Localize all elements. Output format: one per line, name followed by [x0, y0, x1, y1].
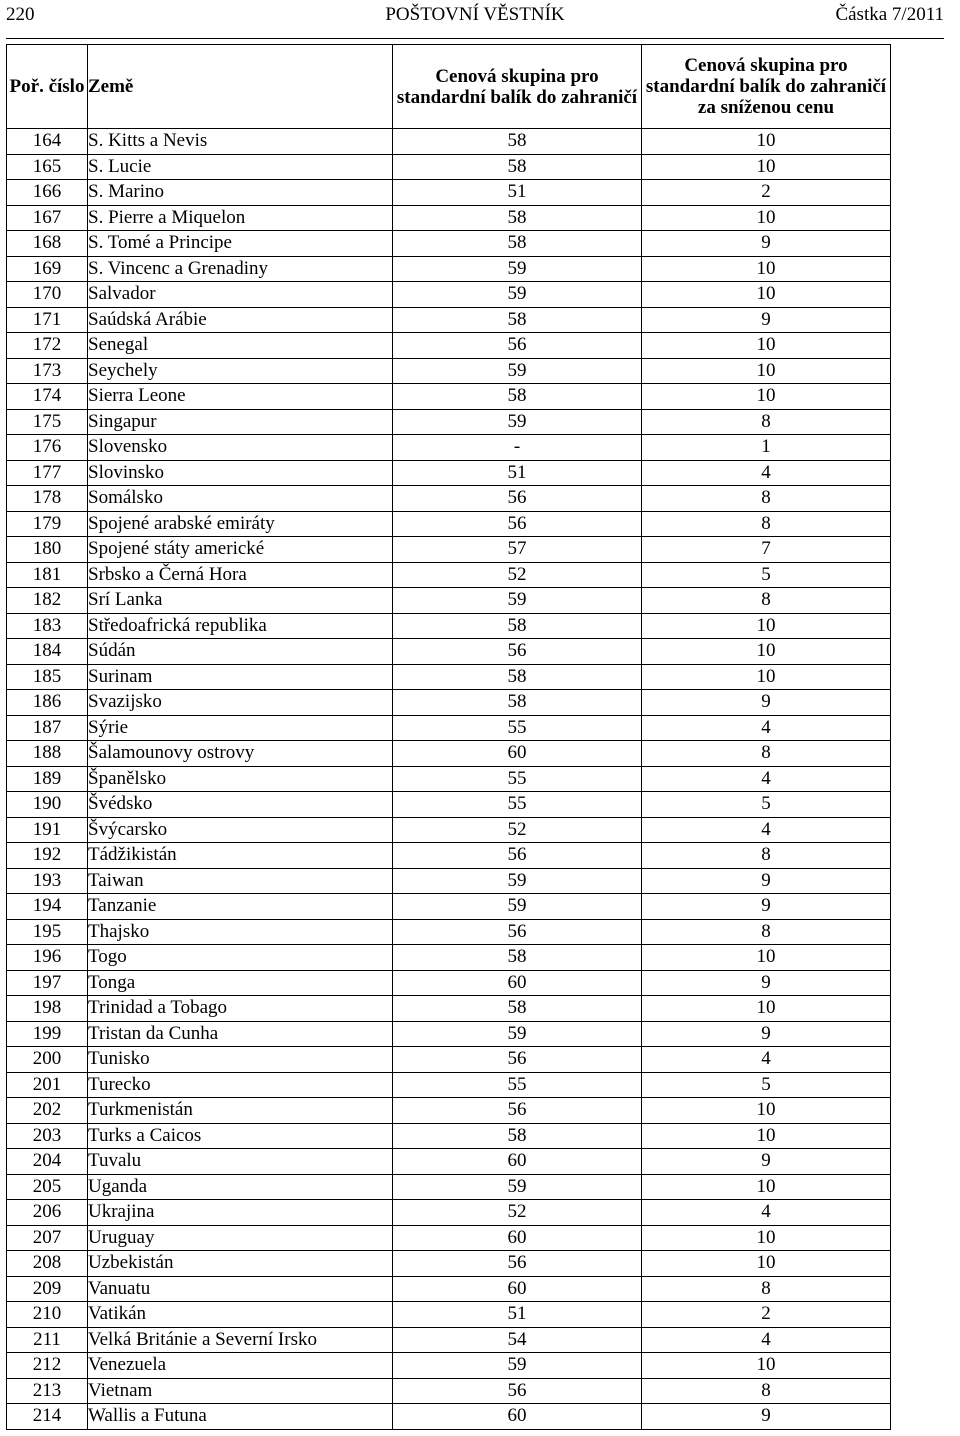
standard-price-group: 55: [393, 1072, 642, 1098]
standard-price-group: 60: [393, 1225, 642, 1251]
standard-price-group: 51: [393, 460, 642, 486]
standard-price-group: 59: [393, 894, 642, 920]
country-name: Spojené státy americké: [88, 537, 393, 563]
reduced-price-group: 10: [642, 1225, 891, 1251]
reduced-price-group: 5: [642, 562, 891, 588]
row-number: 194: [7, 894, 88, 920]
country-name: S. Pierre a Miquelon: [88, 205, 393, 231]
country-name: Švédsko: [88, 792, 393, 818]
country-name: Uruguay: [88, 1225, 393, 1251]
table-row: [7, 409, 891, 435]
country-name: S. Vincenc a Grenadiny: [88, 256, 393, 282]
row-number: 203: [7, 1123, 88, 1149]
row-number: 210: [7, 1302, 88, 1328]
reduced-price-group: 4: [642, 1327, 891, 1353]
row-number: 164: [7, 129, 88, 155]
row-number: 196: [7, 945, 88, 971]
reduced-price-group: 8: [642, 409, 891, 435]
country-name: S. Lucie: [88, 154, 393, 180]
price-group-table: [6, 44, 891, 1430]
standard-price-group: 52: [393, 817, 642, 843]
reduced-price-group: 10: [642, 358, 891, 384]
reduced-price-group: 8: [642, 919, 891, 945]
reduced-price-group: 2: [642, 1302, 891, 1328]
standard-price-group: 60: [393, 970, 642, 996]
country-name: Trinidad a Tobago: [88, 996, 393, 1022]
reduced-price-group: 10: [642, 1098, 891, 1124]
reduced-price-group: 10: [642, 639, 891, 665]
reduced-price-group: 10: [642, 1174, 891, 1200]
row-number: 197: [7, 970, 88, 996]
reduced-price-group: 4: [642, 817, 891, 843]
page-header: [6, 0, 944, 30]
row-number: 184: [7, 639, 88, 665]
reduced-price-group: 8: [642, 511, 891, 537]
standard-price-group: -: [393, 435, 642, 461]
standard-price-group: 56: [393, 1378, 642, 1404]
reduced-price-group: 10: [642, 154, 891, 180]
standard-price-group: 59: [393, 868, 642, 894]
table-row: [7, 307, 891, 333]
column-header-number: Poř. číslo: [7, 45, 88, 129]
table-row: [7, 1174, 891, 1200]
table-row: [7, 817, 891, 843]
reduced-price-group: 9: [642, 690, 891, 716]
row-number: 180: [7, 537, 88, 563]
country-name: Šalamounovy ostrovy: [88, 741, 393, 767]
row-number: 165: [7, 154, 88, 180]
row-number: 178: [7, 486, 88, 512]
row-number: 200: [7, 1047, 88, 1073]
table-row: [7, 1378, 891, 1404]
standard-price-group: 56: [393, 1251, 642, 1277]
reduced-price-group: 4: [642, 1047, 891, 1073]
table-row: [7, 129, 891, 155]
table-row: [7, 1072, 891, 1098]
standard-price-group: 59: [393, 1021, 642, 1047]
country-name: S. Marino: [88, 180, 393, 206]
reduced-price-group: 9: [642, 970, 891, 996]
standard-price-group: 60: [393, 1149, 642, 1175]
country-name: Turkmenistán: [88, 1098, 393, 1124]
standard-price-group: 55: [393, 766, 642, 792]
standard-price-group: 60: [393, 1276, 642, 1302]
table-row: [7, 843, 891, 869]
country-name: Srbsko a Černá Hora: [88, 562, 393, 588]
reduced-price-group: 4: [642, 715, 891, 741]
row-number: 182: [7, 588, 88, 614]
standard-price-group: 58: [393, 945, 642, 971]
reduced-price-group: 5: [642, 1072, 891, 1098]
country-name: Tuvalu: [88, 1149, 393, 1175]
reduced-price-group: 10: [642, 613, 891, 639]
column-header-standard-group: Cenová skupina pro standardní balík do zahraničí: [393, 45, 642, 129]
reduced-price-group: 10: [642, 384, 891, 410]
reduced-price-group: 9: [642, 868, 891, 894]
table-row: [7, 690, 891, 716]
row-number: 187: [7, 715, 88, 741]
table-row: [7, 333, 891, 359]
table-row: [7, 1200, 891, 1226]
table-row: [7, 1404, 891, 1430]
reduced-price-group: 2: [642, 180, 891, 206]
standard-price-group: 58: [393, 690, 642, 716]
column-header-reduced-group: Cenová skupina pro standardní balík do zahraničí za sníženou cenu: [642, 45, 891, 129]
standard-price-group: 59: [393, 1174, 642, 1200]
row-number: 177: [7, 460, 88, 486]
header-divider: [6, 38, 944, 39]
reduced-price-group: 9: [642, 307, 891, 333]
standard-price-group: 59: [393, 282, 642, 308]
standard-price-group: 59: [393, 409, 642, 435]
table-row: [7, 1276, 891, 1302]
country-name: Singapur: [88, 409, 393, 435]
standard-price-group: 60: [393, 1404, 642, 1430]
table-row: [7, 996, 891, 1022]
country-name: Svazijsko: [88, 690, 393, 716]
row-number: 169: [7, 256, 88, 282]
country-name: Senegal: [88, 333, 393, 359]
table-row: [7, 664, 891, 690]
standard-price-group: 58: [393, 664, 642, 690]
table-row: [7, 792, 891, 818]
country-name: Srí Lanka: [88, 588, 393, 614]
standard-price-group: 58: [393, 996, 642, 1022]
standard-price-group: 58: [393, 1123, 642, 1149]
country-name: Venezuela: [88, 1353, 393, 1379]
standard-price-group: 58: [393, 205, 642, 231]
row-number: 179: [7, 511, 88, 537]
table-row: [7, 180, 891, 206]
standard-price-group: 58: [393, 613, 642, 639]
row-number: 170: [7, 282, 88, 308]
reduced-price-group: 8: [642, 843, 891, 869]
row-number: 209: [7, 1276, 88, 1302]
table-row: [7, 562, 891, 588]
row-number: 191: [7, 817, 88, 843]
table-header-row: [7, 45, 891, 129]
country-name: Sýrie: [88, 715, 393, 741]
country-name: Vanuatu: [88, 1276, 393, 1302]
table-row: [7, 384, 891, 410]
reduced-price-group: 10: [642, 1251, 891, 1277]
table-row: [7, 741, 891, 767]
table-row: [7, 1353, 891, 1379]
table-row: [7, 282, 891, 308]
row-number: 173: [7, 358, 88, 384]
standard-price-group: 56: [393, 919, 642, 945]
reduced-price-group: 9: [642, 1404, 891, 1430]
country-name: Súdán: [88, 639, 393, 665]
journal-title: POŠTOVNÍ VĚSTNÍK: [385, 4, 565, 25]
country-name: Španělsko: [88, 766, 393, 792]
table-row: [7, 868, 891, 894]
reduced-price-group: 10: [642, 945, 891, 971]
table-row: [7, 1225, 891, 1251]
standard-price-group: 59: [393, 358, 642, 384]
table-row: [7, 231, 891, 257]
reduced-price-group: 8: [642, 486, 891, 512]
reduced-price-group: 8: [642, 741, 891, 767]
country-name: Tunisko: [88, 1047, 393, 1073]
row-number: 193: [7, 868, 88, 894]
table-row: [7, 460, 891, 486]
row-number: 206: [7, 1200, 88, 1226]
country-name: Tanzanie: [88, 894, 393, 920]
row-number: 183: [7, 613, 88, 639]
row-number: 172: [7, 333, 88, 359]
table-body: [7, 129, 891, 1430]
row-number: 213: [7, 1378, 88, 1404]
country-name: S. Tomé a Principe: [88, 231, 393, 257]
reduced-price-group: 8: [642, 1276, 891, 1302]
reduced-price-group: 4: [642, 1200, 891, 1226]
row-number: 181: [7, 562, 88, 588]
country-name: Uganda: [88, 1174, 393, 1200]
standard-price-group: 51: [393, 180, 642, 206]
row-number: 211: [7, 1327, 88, 1353]
reduced-price-group: 9: [642, 894, 891, 920]
row-number: 201: [7, 1072, 88, 1098]
standard-price-group: 54: [393, 1327, 642, 1353]
standard-price-group: 52: [393, 1200, 642, 1226]
country-name: Turks a Caicos: [88, 1123, 393, 1149]
row-number: 205: [7, 1174, 88, 1200]
reduced-price-group: 9: [642, 231, 891, 257]
row-number: 174: [7, 384, 88, 410]
standard-price-group: 58: [393, 129, 642, 155]
table-row: [7, 511, 891, 537]
country-name: Togo: [88, 945, 393, 971]
country-name: Uzbekistán: [88, 1251, 393, 1277]
table-row: [7, 766, 891, 792]
standard-price-group: 57: [393, 537, 642, 563]
reduced-price-group: 4: [642, 766, 891, 792]
country-name: Slovensko: [88, 435, 393, 461]
table-row: [7, 1251, 891, 1277]
row-number: 207: [7, 1225, 88, 1251]
reduced-price-group: 10: [642, 1123, 891, 1149]
standard-price-group: 56: [393, 639, 642, 665]
country-name: Saúdská Arábie: [88, 307, 393, 333]
table-row: [7, 205, 891, 231]
standard-price-group: 55: [393, 792, 642, 818]
row-number: 214: [7, 1404, 88, 1430]
row-number: 167: [7, 205, 88, 231]
row-number: 166: [7, 180, 88, 206]
reduced-price-group: 10: [642, 1353, 891, 1379]
row-number: 185: [7, 664, 88, 690]
country-name: Vatikán: [88, 1302, 393, 1328]
reduced-price-group: 7: [642, 537, 891, 563]
table-row: [7, 1021, 891, 1047]
row-number: 188: [7, 741, 88, 767]
reduced-price-group: 8: [642, 588, 891, 614]
country-name: Surinam: [88, 664, 393, 690]
table-row: [7, 1302, 891, 1328]
country-name: Salvador: [88, 282, 393, 308]
reduced-price-group: 10: [642, 129, 891, 155]
table-row: [7, 435, 891, 461]
row-number: 199: [7, 1021, 88, 1047]
reduced-price-group: 5: [642, 792, 891, 818]
reduced-price-group: 10: [642, 256, 891, 282]
reduced-price-group: 1: [642, 435, 891, 461]
standard-price-group: 60: [393, 741, 642, 767]
reduced-price-group: 9: [642, 1021, 891, 1047]
standard-price-group: 58: [393, 307, 642, 333]
country-name: Švýcarsko: [88, 817, 393, 843]
table-row: [7, 1047, 891, 1073]
country-name: Slovinsko: [88, 460, 393, 486]
country-name: Wallis a Futuna: [88, 1404, 393, 1430]
standard-price-group: 56: [393, 843, 642, 869]
row-number: 175: [7, 409, 88, 435]
standard-price-group: 56: [393, 333, 642, 359]
column-header-country: Země: [88, 45, 393, 129]
country-name: Sierra Leone: [88, 384, 393, 410]
table-row: [7, 715, 891, 741]
country-name: Somálsko: [88, 486, 393, 512]
row-number: 204: [7, 1149, 88, 1175]
row-number: 171: [7, 307, 88, 333]
table-row: [7, 945, 891, 971]
reduced-price-group: 10: [642, 664, 891, 690]
table-row: [7, 1149, 891, 1175]
table-row: [7, 613, 891, 639]
country-name: Velká Británie a Severní Irsko: [88, 1327, 393, 1353]
reduced-price-group: 4: [642, 460, 891, 486]
row-number: 195: [7, 919, 88, 945]
row-number: 198: [7, 996, 88, 1022]
page-number: 220: [6, 4, 35, 25]
country-name: Tonga: [88, 970, 393, 996]
row-number: 186: [7, 690, 88, 716]
country-name: Spojené arabské emiráty: [88, 511, 393, 537]
table-row: [7, 894, 891, 920]
standard-price-group: 56: [393, 1098, 642, 1124]
row-number: 208: [7, 1251, 88, 1277]
reduced-price-group: 10: [642, 333, 891, 359]
country-name: Středoafrická republika: [88, 613, 393, 639]
issue-label: Částka 7/2011: [835, 4, 944, 25]
country-name: Seychely: [88, 358, 393, 384]
row-number: 190: [7, 792, 88, 818]
standard-price-group: 58: [393, 154, 642, 180]
table-row: [7, 639, 891, 665]
row-number: 192: [7, 843, 88, 869]
reduced-price-group: 8: [642, 1378, 891, 1404]
standard-price-group: 56: [393, 511, 642, 537]
country-name: Ukrajina: [88, 1200, 393, 1226]
table-row: [7, 358, 891, 384]
table-row: [7, 1123, 891, 1149]
standard-price-group: 59: [393, 256, 642, 282]
table-row: [7, 1098, 891, 1124]
table-row: [7, 1327, 891, 1353]
row-number: 202: [7, 1098, 88, 1124]
country-name: Tristan da Cunha: [88, 1021, 393, 1047]
standard-price-group: 56: [393, 1047, 642, 1073]
standard-price-group: 59: [393, 588, 642, 614]
reduced-price-group: 10: [642, 282, 891, 308]
standard-price-group: 56: [393, 486, 642, 512]
country-name: Taiwan: [88, 868, 393, 894]
country-name: S. Kitts a Nevis: [88, 129, 393, 155]
table-row: [7, 919, 891, 945]
standard-price-group: 58: [393, 384, 642, 410]
standard-price-group: 51: [393, 1302, 642, 1328]
table-row: [7, 970, 891, 996]
standard-price-group: 55: [393, 715, 642, 741]
reduced-price-group: 10: [642, 205, 891, 231]
country-name: Turecko: [88, 1072, 393, 1098]
country-name: Thajsko: [88, 919, 393, 945]
country-name: Vietnam: [88, 1378, 393, 1404]
row-number: 189: [7, 766, 88, 792]
row-number: 176: [7, 435, 88, 461]
country-name: Tádžikistán: [88, 843, 393, 869]
standard-price-group: 58: [393, 231, 642, 257]
standard-price-group: 52: [393, 562, 642, 588]
table-row: [7, 256, 891, 282]
table-row: [7, 154, 891, 180]
row-number: 212: [7, 1353, 88, 1379]
reduced-price-group: 10: [642, 996, 891, 1022]
row-number: 168: [7, 231, 88, 257]
table-row: [7, 537, 891, 563]
reduced-price-group: 9: [642, 1149, 891, 1175]
table-row: [7, 588, 891, 614]
table-row: [7, 486, 891, 512]
standard-price-group: 59: [393, 1353, 642, 1379]
